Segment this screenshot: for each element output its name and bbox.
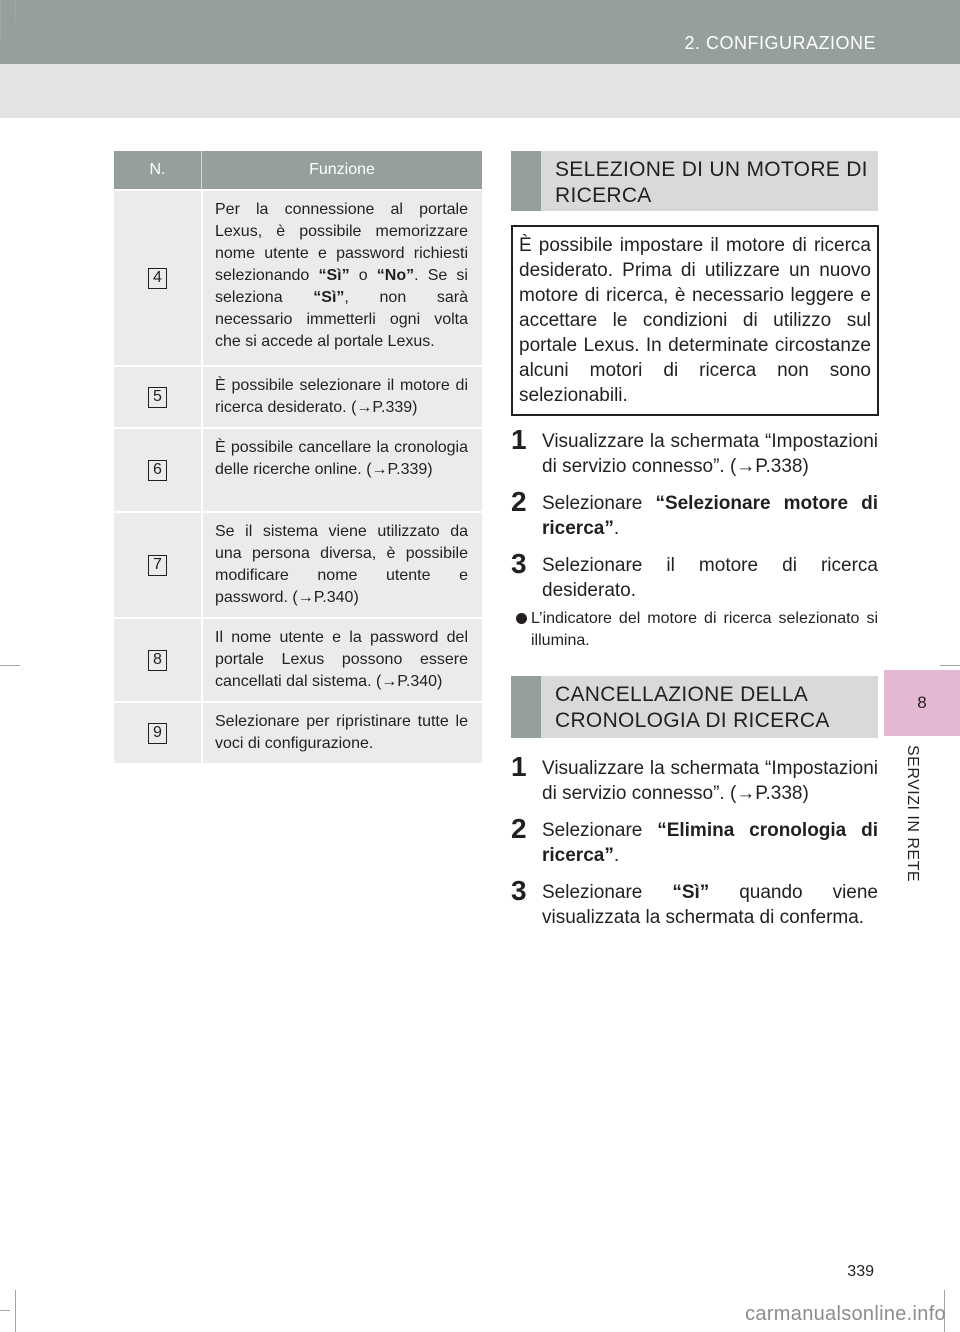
item-number-box: 7 (148, 555, 167, 576)
section-title: SELEZIONE DI UN MOTORE DI RICERCA (555, 158, 868, 207)
step-item (511, 424, 878, 481)
heading-accent-bar (511, 676, 541, 738)
crop-mark (940, 665, 960, 666)
function-description: Il nome utente e la password del portale Lexus possono essere cancellati dal sistema. (→P.340) (215, 629, 468, 690)
info-box (511, 225, 879, 416)
item-number-box: 6 (148, 460, 167, 481)
table-row (114, 365, 482, 427)
info-text: È possibile impostare il motore di ricerca desiderato. Prima di utilizzare un nuovo motore di ricerca, è necessario leggere e accettare le condizioni di utilizzo sul portale Lexus. In determinate circostanze alcuni motori di ricerca non sono selezionabili. (519, 235, 871, 406)
item-number-box: 9 (148, 723, 167, 744)
step-item (511, 548, 878, 605)
step-item (511, 751, 878, 808)
step-item (511, 486, 878, 543)
function-description: Per la connessione al portale Lexus, è possibile memorizzare nome utente e password richiesti selezionando “Sì” o “No”. Se si seleziona “Sì”, non sarà necessario immetterli ogni volta che si accede al portale Lexus. (215, 201, 469, 350)
chapter-title: 2. CONFIGURAZIONE (684, 33, 876, 53)
function-description: Se il sistema viene utilizzato da una persona diversa, è possibile modificare nome utente e password. (→P.340) (215, 523, 468, 606)
page-number: 339 (847, 1263, 874, 1280)
chapter-label: SERVIZI IN RETE (904, 745, 921, 883)
table-row (114, 617, 482, 701)
section-title: CANCELLAZIONE DELLA CRONOLOGIA DI RICERCA (555, 683, 830, 732)
step-number: 2 (511, 486, 527, 517)
step-number: 2 (511, 813, 527, 844)
step-text: Selezionare il motore di ricerca desiderato. (542, 555, 878, 601)
crop-mark (0, 1310, 10, 1311)
item-number-box: 5 (148, 387, 167, 408)
section-heading-clear-history (511, 676, 878, 738)
table-row (114, 427, 482, 511)
column-header-number: N. (114, 151, 202, 189)
table-row (114, 511, 482, 617)
step-text: Selezionare “Sì” quando viene visualizzata la schermata di conferma. (542, 882, 879, 928)
step-number: 3 (511, 875, 527, 906)
bullet-dot-icon (516, 613, 527, 624)
table-row (114, 701, 482, 763)
chapter-tab (884, 670, 960, 736)
function-table (114, 151, 482, 763)
step-text: Selezionare “Elimina cronologia di ricerca”. (542, 820, 878, 866)
crop-mark (0, 0, 1, 42)
item-number-box: 8 (148, 650, 167, 671)
heading-accent-bar (511, 151, 541, 211)
step-item (511, 813, 878, 870)
step-number: 3 (511, 548, 527, 579)
step-text: Selezionare “Selezionare motore di ricerca”. (542, 493, 878, 539)
crop-mark (15, 1290, 16, 1332)
bullet-note (516, 608, 878, 654)
function-description: Selezionare per ripristinare tutte le voci di configurazione. (215, 713, 468, 752)
crop-mark (0, 665, 20, 666)
column-header-function: Funzione (309, 161, 375, 178)
step-number: 1 (511, 751, 527, 782)
step-number: 1 (511, 424, 527, 455)
function-description: È possibile cancellare la cronologia delle ricerche online. (→P.339) (215, 439, 468, 478)
item-number-box: 4 (148, 268, 167, 289)
section-heading-search-engine (511, 151, 878, 211)
function-description: È possibile selezionare il motore di ricerca desiderato. (→P.339) (215, 377, 468, 416)
chapter-number: 8 (917, 693, 927, 712)
step-text: Visualizzare la schermata “Impostazioni di servizio connesso”. (→P.338) (542, 431, 878, 477)
step-text: Visualizzare la schermata “Impostazioni di servizio connesso”. (→P.338) (542, 758, 878, 804)
header-band (0, 64, 960, 118)
bullet-text: L’indicatore del motore di ricerca selezionato si illumina. (531, 610, 878, 649)
crop-mark (15, 0, 16, 22)
step-item (511, 875, 879, 932)
table-row (114, 189, 482, 365)
table-header (114, 151, 482, 189)
watermark: carmanualsonline.info (745, 1303, 946, 1325)
page-header (0, 0, 960, 64)
